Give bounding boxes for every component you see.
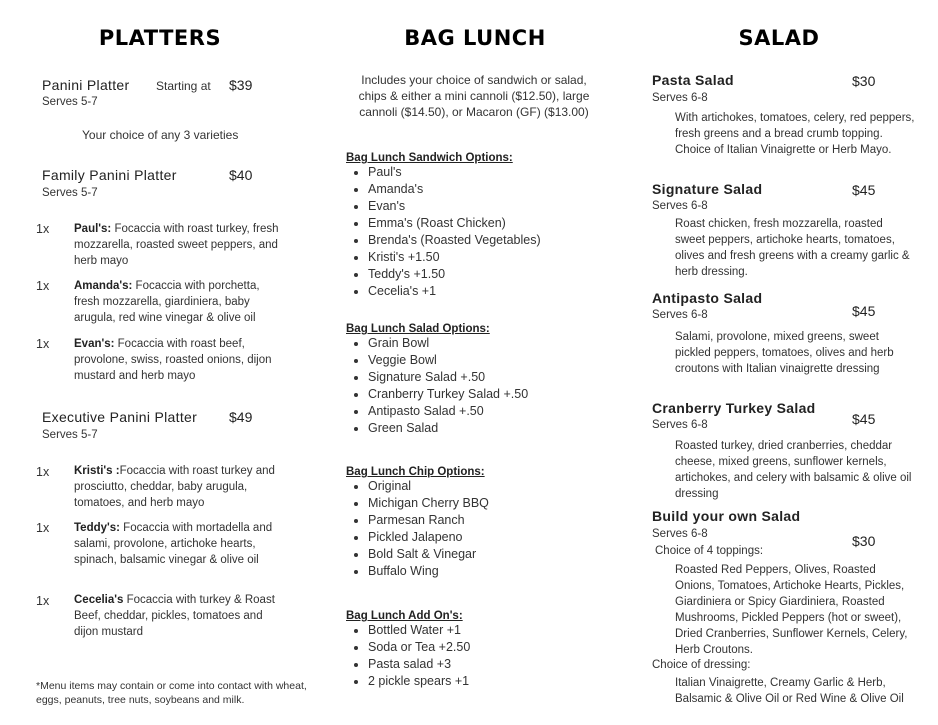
option-item: • Amanda's xyxy=(368,181,541,198)
executive-platter-serves: Serves 5-7 xyxy=(42,429,98,441)
pasta-salad-price: $30 xyxy=(852,73,876,89)
family-platter-name: Family Panini Platter xyxy=(42,167,177,183)
bag-lunch-intro: Includes your choice of sandwich or salad, chips & either a mini cannoli ($12.50), large cannoli ($14.50), or Macaron (GF) ($13.00) xyxy=(358,73,590,119)
build-salad-dressing-label: Choice of dressing: xyxy=(652,659,751,671)
addon-options xyxy=(346,610,470,690)
sandwich-options xyxy=(346,152,541,300)
cranberry-salad-serves: Serves 6-8 xyxy=(652,419,708,431)
sandwich-options-list xyxy=(346,164,541,300)
menu-item-evans: Evan's: Focaccia with roast beef, provolone, swiss, roasted onions, dijon mustard and herb mayo xyxy=(74,338,272,382)
option-item: • Bottled Water +1 xyxy=(368,622,470,639)
antipasto-salad-name: Antipasto Salad xyxy=(652,290,763,306)
option-item: • Emma's (Roast Chicken) xyxy=(368,215,541,232)
option-item: • Grain Bowl xyxy=(368,335,528,352)
cranberry-salad-desc: Roasted turkey, dried cranberries, cheddar cheese, mixed greens, sunflower kernels, artichokes, and celery with balsamic & olive oil dressing xyxy=(675,440,912,500)
bag-lunch-column xyxy=(320,0,630,725)
option-item: • Teddy's +1.50 xyxy=(368,266,541,283)
salad-options xyxy=(346,323,528,437)
build-salad-name: Build your own Salad xyxy=(652,508,801,524)
option-item: • Michigan Cherry BBQ xyxy=(368,495,489,512)
signature-salad-price: $45 xyxy=(852,182,876,198)
item-qty: 1x xyxy=(36,521,50,535)
executive-platter-name: Executive Panini Platter xyxy=(42,409,198,425)
antipasto-salad-price: $45 xyxy=(852,303,876,319)
chip-options xyxy=(346,466,489,580)
option-item: • Kristi's +1.50 xyxy=(368,249,541,266)
option-item: • Brenda's (Roasted Vegetables) xyxy=(368,232,541,249)
platters-column xyxy=(0,0,320,725)
pasta-salad-name: Pasta Salad xyxy=(652,72,734,88)
antipasto-salad-desc: Salami, provolone, mixed greens, sweet pickled peppers, tomatoes, olives and herb croutons with Italian vinaigrette dressing xyxy=(675,331,894,375)
build-salad-dressing: Italian Vinaigrette, Creamy Garlic & Herb, Balsamic & Olive Oil or Red Wine & Olive Oil xyxy=(675,677,904,705)
item-qty: 1x xyxy=(36,337,50,351)
signature-salad-serves: Serves 6-8 xyxy=(652,200,708,212)
panini-platter-name: Panini Platter xyxy=(42,77,130,93)
cranberry-salad-name: Cranberry Turkey Salad xyxy=(652,400,816,416)
option-item: • Green Salad xyxy=(368,420,528,437)
item-qty: 1x xyxy=(36,465,50,479)
antipasto-salad-serves: Serves 6-8 xyxy=(652,309,708,321)
salad-options-list xyxy=(346,335,528,437)
addon-options-list xyxy=(346,622,470,690)
chip-options-list xyxy=(346,478,489,580)
menu-item-cecelias: Cecelia's Focaccia with turkey & Roast Beef, cheddar, pickles, tomatoes and dijon mustard xyxy=(74,594,275,638)
menu-item-kristis: Kristi's :Focaccia with roast turkey and prosciutto, cheddar, baby arugula, tomatoes, and herb mayo xyxy=(74,465,275,509)
option-item: • Antipasto Salad +.50 xyxy=(368,403,528,420)
option-item: • Pasta salad +3 xyxy=(368,656,470,673)
addon-options-heading: Bag Lunch Add On's: xyxy=(346,610,463,622)
signature-salad-name: Signature Salad xyxy=(652,181,763,197)
option-item: • 2 pickle spears +1 xyxy=(368,673,470,690)
option-item: • Veggie Bowl xyxy=(368,352,528,369)
option-item: • Pickled Jalapeno xyxy=(368,529,489,546)
build-salad-toppings-label: Choice of 4 toppings: xyxy=(655,545,764,557)
menu-item-teddys: Teddy's: Focaccia with mortadella and salami, provolone, artichoke hearts, spinach, balsamic vinegar & olive oil xyxy=(74,522,273,566)
panini-platter-starting: Starting at xyxy=(156,79,211,93)
bag-lunch-title: BAG LUNCH xyxy=(404,26,546,50)
signature-salad-desc: Roast chicken, fresh mozzarella, roasted sweet peppers, artichoke hearts, tomatoes, olives and fresh greens with a creamy garlic & herb dressing. xyxy=(675,218,910,278)
option-item: • Signature Salad +.50 xyxy=(368,369,528,386)
chip-options-heading: Bag Lunch Chip Options: xyxy=(346,466,485,478)
option-item: • Cranberry Turkey Salad +.50 xyxy=(368,386,528,403)
menu-item-amandas: Amanda's: Focaccia with porchetta, fresh mozzarella, giardiniera, baby arugula, red wine vinegar & olive oil xyxy=(74,280,260,324)
option-item: • Parmesan Ranch xyxy=(368,512,489,529)
executive-platter-price: $49 xyxy=(229,409,253,425)
panini-platter-price: $39 xyxy=(229,77,253,93)
family-platter-price: $40 xyxy=(229,167,253,183)
allergen-footnote: *Menu items may contain or come into contact with wheat, eggs, peanuts, tree nuts, soybeans and milk. xyxy=(36,680,307,706)
item-qty: 1x xyxy=(36,279,50,293)
build-salad-toppings: Roasted Red Peppers, Olives, Roasted Onions, Tomatoes, Artichoke Hearts, Pickles, Giardiniera or Spicy Giardiniera, Roasted Mushrooms, Pickled Peppers (hot or sweet), Dried Cranberries, Sunflower Kernels, Celery, Herb Croutons. xyxy=(675,564,908,656)
cranberry-salad-price: $45 xyxy=(852,411,876,427)
salad-title: SALAD xyxy=(738,26,820,50)
option-item: • Paul's xyxy=(368,164,541,181)
salad-column xyxy=(630,0,938,725)
option-item: • Bold Salt & Vinegar xyxy=(368,546,489,563)
option-item: • Cecelia's +1 xyxy=(368,283,541,300)
panini-platter-serves: Serves 5-7 xyxy=(42,96,98,108)
option-item: • Soda or Tea +2.50 xyxy=(368,639,470,656)
panini-platter-note: Your choice of any 3 varieties xyxy=(82,128,239,142)
family-platter-serves: Serves 5-7 xyxy=(42,187,98,199)
pasta-salad-serves: Serves 6-8 xyxy=(652,92,708,104)
sandwich-options-heading: Bag Lunch Sandwich Options: xyxy=(346,152,513,164)
build-salad-price: $30 xyxy=(852,533,876,549)
build-salad-serves: Serves 6-8 xyxy=(652,528,708,540)
salad-options-heading: Bag Lunch Salad Options: xyxy=(346,323,490,335)
platters-title: PLATTERS xyxy=(98,26,222,50)
option-item: • Original xyxy=(368,478,489,495)
item-qty: 1x xyxy=(36,222,50,236)
item-qty: 1x xyxy=(36,594,50,608)
menu-item-pauls: Paul's: Focaccia with roast turkey, fresh mozzarella, roasted sweet peppers, and herb mayo xyxy=(74,223,279,267)
option-item: • Buffalo Wing xyxy=(368,563,489,580)
pasta-salad-desc: With artichokes, tomatoes, celery, red peppers, fresh greens and a bread crumb topping. Choice of Italian Vinaigrette or Herb Mayo. xyxy=(675,112,915,156)
option-item: • Evan's xyxy=(368,198,541,215)
